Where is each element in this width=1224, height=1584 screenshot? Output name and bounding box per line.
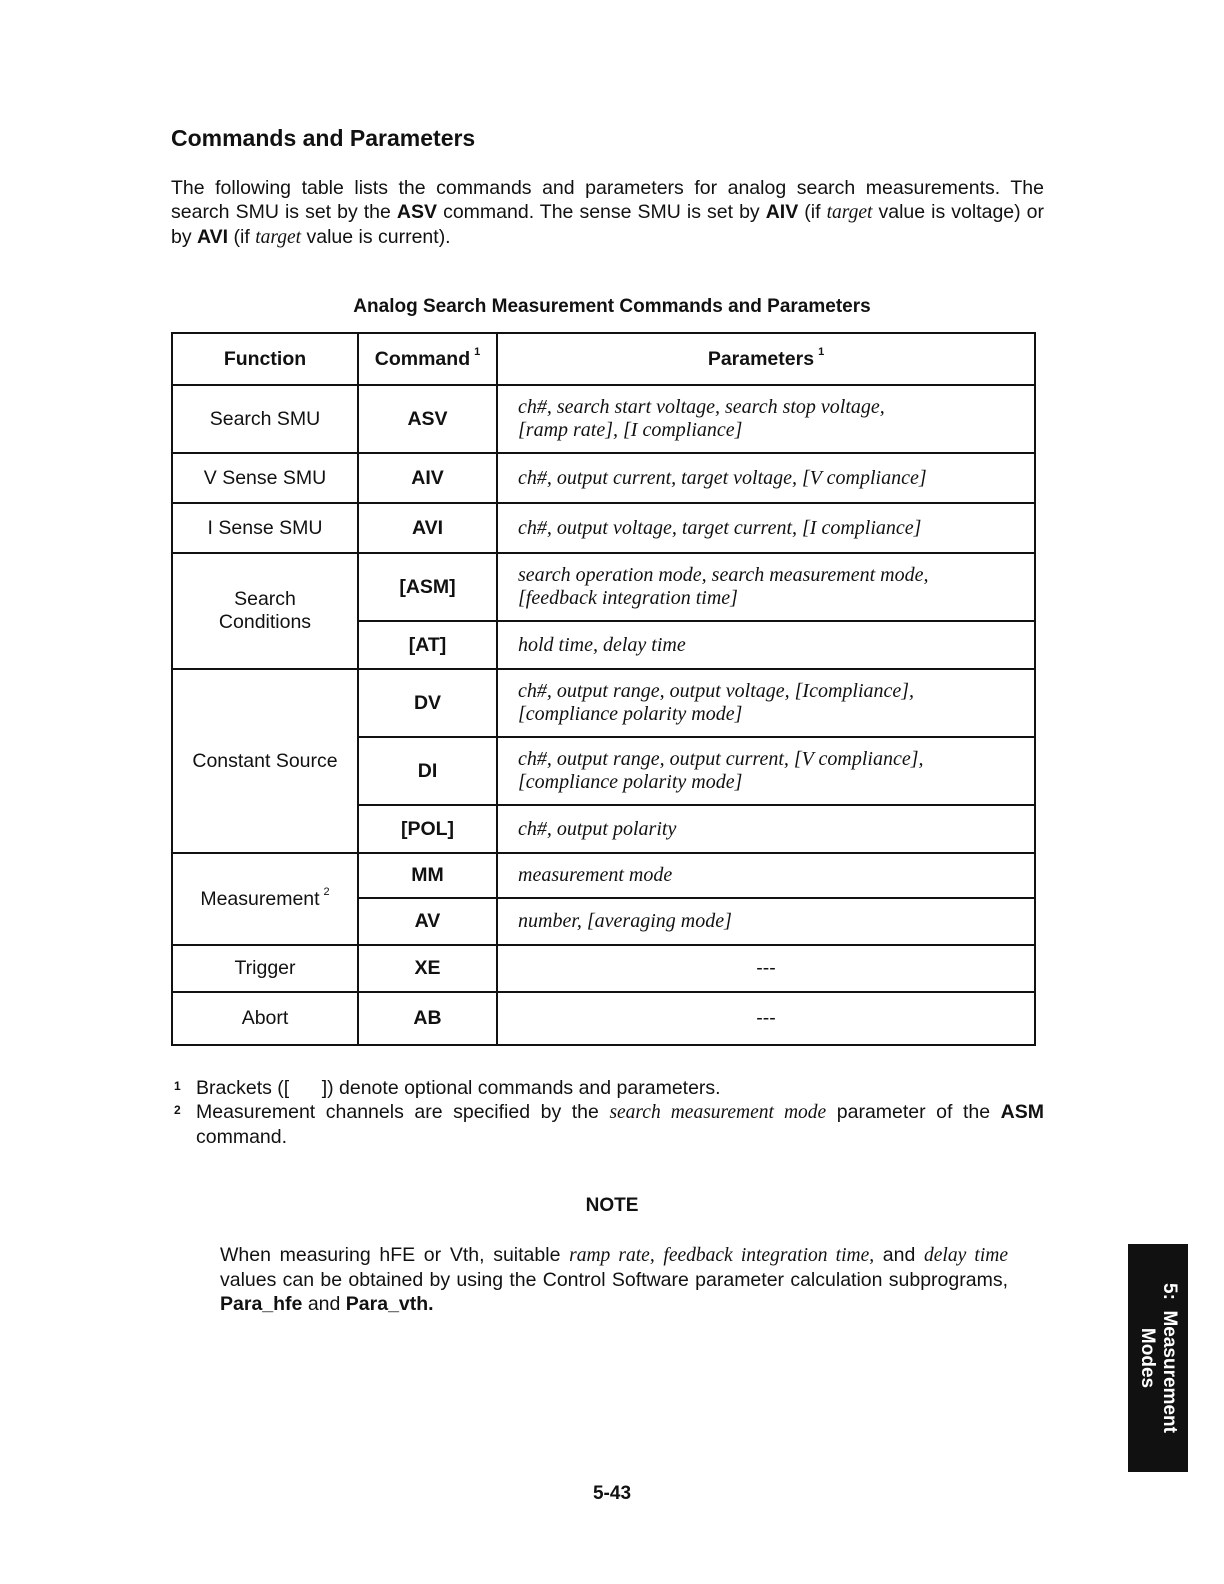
header-function: Function (172, 333, 358, 385)
intro-paragraph (171, 176, 1044, 250)
table-row (172, 503, 1035, 553)
header-parameters: Parameters $^1$ (497, 333, 1035, 385)
footnote-mark: 1 (474, 346, 481, 358)
table-row (172, 385, 1035, 453)
commands-table (171, 332, 1036, 1046)
target-term: target (255, 227, 302, 248)
footnote-number: 2 (174, 1103, 181, 1117)
table-row (172, 553, 1035, 621)
para-hfe-keyword: Para_hfe (220, 1293, 303, 1315)
table-row (172, 853, 1035, 898)
note-italic-term: ramp rate, (569, 1245, 655, 1266)
note-italic-term: delay time (924, 1245, 1008, 1266)
intro-text: (if (804, 201, 821, 223)
footnote-text: parameter of the (836, 1101, 991, 1123)
command-cell: [POL] (358, 805, 497, 853)
function-cell: Search Conditions (172, 553, 358, 669)
parameters-line: ch#, output range, output current, [V compliance], (518, 748, 924, 770)
note-text: and (307, 1293, 341, 1315)
section-title: Commands and Parameters (171, 125, 476, 151)
parameters-cell (497, 669, 1035, 737)
parameters-cell: --- (497, 992, 1035, 1045)
asv-keyword: ASV (396, 201, 438, 223)
footnote-mark: 2 (323, 886, 330, 898)
chapter-tab-line: Modes (1137, 1327, 1158, 1389)
parameters-cell (497, 385, 1035, 453)
command-cell: ASV (358, 385, 497, 453)
command-cell: AIV (358, 453, 497, 503)
note-text: values can be obtained by using the Control Software parameter calculation subprograms, (220, 1269, 1008, 1291)
parameters-cell (497, 737, 1035, 805)
parameters-cell: number, [averaging mode] (497, 898, 1035, 945)
intro-text: value is current). (306, 226, 451, 248)
table-row (172, 453, 1035, 503)
command-cell: MM (358, 853, 497, 898)
footnotes (171, 1076, 1044, 1149)
footnote-2 (171, 1100, 1044, 1149)
parameters-cell: measurement mode (497, 853, 1035, 898)
aiv-keyword: AIV (765, 201, 799, 223)
note-period: . (428, 1293, 434, 1315)
note-paragraph (220, 1243, 1008, 1316)
note-text: When measuring hFE or Vth, suitable (220, 1244, 561, 1266)
footnote-1 (171, 1076, 1044, 1100)
parameters-line: search operation mode, search measurement mode, (518, 564, 929, 586)
table-row (172, 669, 1035, 737)
function-cell: V Sense SMU (172, 453, 358, 503)
table-row (172, 992, 1035, 1045)
parameters-line: [compliance polarity mode] (518, 771, 743, 793)
function-cell: Constant Source (172, 669, 358, 853)
intro-text: value is voltage) or by (171, 201, 1045, 248)
intro-text: (if (233, 226, 250, 248)
parameters-cell: ch#, output polarity (497, 805, 1035, 853)
chapter-tab-line: 5: Measurement (1159, 1283, 1180, 1433)
function-cell: Trigger (172, 945, 358, 992)
parameters-cell (497, 553, 1035, 621)
parameters-cell: hold time, delay time (497, 621, 1035, 669)
command-cell: XE (358, 945, 497, 992)
function-cell: Search SMU (172, 385, 358, 453)
parameters-cell: ch#, output current, target voltage, [V compliance] (497, 453, 1035, 503)
command-cell: AB (358, 992, 497, 1045)
footnote-italic-term: search measurement mode (609, 1102, 827, 1123)
chapter-tab-label (1136, 1244, 1180, 1472)
footnote-text: command. (196, 1126, 288, 1148)
intro-text: The search SMU is set by the (171, 177, 1044, 223)
avi-keyword: AVI (197, 226, 229, 248)
chapter-tab (1128, 1244, 1188, 1472)
table-title: Analog Search Measurement Commands and Parameters (353, 296, 871, 317)
note-text: and (882, 1244, 916, 1266)
parameters-line: [compliance polarity mode] (518, 703, 743, 725)
command-cell: DI (358, 737, 497, 805)
command-cell: DV (358, 669, 497, 737)
table-header-row (172, 333, 1035, 385)
command-cell: [ASM] (358, 553, 497, 621)
asm-keyword: ASM (1000, 1101, 1045, 1123)
table-row (172, 945, 1035, 992)
intro-text: command. The sense SMU is set by (443, 201, 760, 223)
footnote-number: 1 (174, 1079, 181, 1093)
parameters-line: [ramp rate], [I compliance] (518, 419, 743, 441)
intro-sentence-1: The following table lists the commands and parameters for analog search measurements. (171, 177, 1001, 199)
parameters-line: ch#, search start voltage, search stop voltage, (518, 396, 885, 418)
function-cell: Abort (172, 992, 358, 1045)
parameters-line: ch#, output range, output voltage, [Icompliance], (518, 680, 915, 702)
footnote-mark: 1 (818, 346, 825, 358)
function-cell: Measurement $^2$ (172, 853, 358, 945)
function-cell: I Sense SMU (172, 503, 358, 553)
command-cell: [AT] (358, 621, 497, 669)
page-number: 5-43 (592, 1483, 632, 1504)
note-title: NOTE (585, 1195, 639, 1216)
parameters-line: [feedback integration time] (518, 587, 738, 609)
command-cell: AVI (358, 503, 497, 553)
command-cell: AV (358, 898, 497, 945)
target-term: target (826, 202, 873, 223)
parameters-cell: --- (497, 945, 1035, 992)
para-vth-keyword: Para_vth (345, 1293, 429, 1315)
parameters-cell: ch#, output voltage, target current, [I compliance] (497, 503, 1035, 553)
footnote-text: Brackets ([ ]) denote optional commands and parameters. (196, 1077, 721, 1099)
footnote-text: Measurement channels are specified by the (196, 1101, 599, 1123)
header-command: Command $^1$ (358, 333, 497, 385)
note-italic-term: feedback integration time, (663, 1245, 875, 1266)
